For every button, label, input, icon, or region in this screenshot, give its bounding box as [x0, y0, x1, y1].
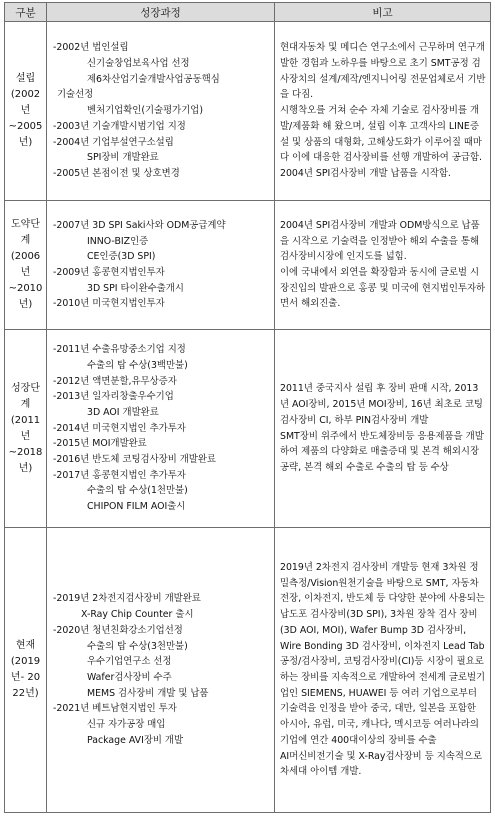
- note-cell: [275, 528, 491, 813]
- process-line: -2021년 베트남현지법인 투자: [53, 703, 177, 715]
- stage-label: 설립 (2002 년~2005 년): [8, 73, 43, 148]
- process-line: 신기술창업보육사업 선정: [87, 58, 190, 70]
- table-row: [5, 22, 491, 201]
- process-line: -2016년 반도체 코팅검사장비 개발완료: [53, 454, 216, 466]
- table-header-row: [5, 3, 491, 22]
- process-line: -2005년 본점이전 및 상호변경: [53, 167, 180, 179]
- process-line: -2011년 수출유망중소기업 지정: [53, 344, 186, 356]
- process-line: CHIPON FILM AOI출시: [87, 501, 186, 513]
- process-line: -2017년 홍콩현지법인 추가투자: [53, 469, 186, 481]
- process-line: 3D AOI 개발완료: [87, 406, 159, 418]
- process-line: -2012년 액면분할,유무상증자: [53, 375, 177, 387]
- process-line: 3D SPI 타이완수출개시: [87, 282, 184, 294]
- process-cell: [47, 201, 275, 330]
- process-line: -2014년 미국현지법인 추가투자: [53, 422, 186, 434]
- stage-label: 도약단 계 (2006 년~2010 년): [8, 219, 43, 310]
- process-line: -2010년 미국현지법인투자: [53, 298, 165, 310]
- process-line: Package AVI장비 개발: [87, 734, 184, 746]
- note-cell: [275, 201, 491, 330]
- process-line: -2003년 기술개발시범기업 지정: [53, 120, 186, 132]
- process-cell: [47, 22, 275, 201]
- process-line: 제6차산업기술개발사업공동핵심: [87, 73, 220, 85]
- table-row: [5, 201, 491, 330]
- process-line: 벤처기업확인(기술평가기업): [87, 105, 203, 117]
- table-body: [5, 22, 491, 813]
- note-paragraph: AI머신비전기술 및 X-Ray검사장비 등 지속적으로 차세대 아이템 개발.: [280, 750, 482, 778]
- stage-cell: [5, 330, 47, 528]
- process-cell: [47, 528, 275, 813]
- process-line: 우수기업연구소 선정: [87, 656, 172, 668]
- process-line: -2007년 3D SPI Saki사와 ODM공급계약: [53, 219, 226, 231]
- note-paragraph: 2019년 2차전지 검사장비 개발등 현재 3차원 정밀측정/Vision원천기술을 바탕으로 SMT, 자동차전장, 이차전지, 반도체 등 다양한 분야에 사용되는 납도포 검사장비(3D SPI), 3차원 장착 검사 장비(3D AOI, MOI), Wafer Bump 3D 검사장비, Wire Bonding 3D 검사장비, 이차전지 Lead Tab 공정/검사장비, 코팅검사장비(CI)등 시장이 필요로 하는 장비를 지속적으로 개발하여 전세계 글로벌기업인 SIEMENS, HUAWEI 등 여러 기업으로부터 기술력을 인정을 받아 중국, 대만, 일본을 포함한 아시아, 유럽, 미국, 캐나다, 멕시코등 여러나라의 기업에 연간 400대이상의 장비를 수출: [280, 562, 486, 746]
- header-stage: 구분: [5, 3, 47, 22]
- process-line: 기술선정: [57, 89, 94, 101]
- process-line: -2020년 청년친화강소기업선정: [53, 624, 183, 636]
- process-line: MEMS 검사장비 개발 및 납품: [87, 687, 209, 699]
- process-line: Wafer검사장비 수주: [87, 672, 172, 683]
- stage-cell: [5, 22, 47, 201]
- stage-label: 성장단 계 (2011 년~2018 년): [8, 382, 43, 474]
- stage-label: 현재 (2019 년- 20 22년): [10, 640, 41, 699]
- stage-cell: [5, 201, 47, 330]
- process-line: CE인증(3D SPI): [87, 251, 156, 263]
- process-line: X-Ray Chip Counter 출시: [81, 609, 194, 621]
- note-paragraph: 이에 국내에서 외연을 확장함과 동시에 글로벌 시장진입의 발판으로 홍콩 및 미국에 현지법인투자하면서 해외진출.: [280, 267, 486, 310]
- process-line: -2002년 법인설립: [53, 42, 129, 54]
- process-line: 수출의 탑 수상(3백만불): [87, 359, 188, 371]
- note-paragraph: 시행착오를 거쳐 순수 자체 기술로 검사장비를 개발/제품화 해 왔으며, 설립 이후 고객사의 LINE증설 및 상품의 대형화, 고해상도화가 이루어질 때마다 이에 대응한 검사장비를 선행 개발하여 공급함.: [280, 105, 482, 164]
- table-row: [5, 528, 491, 813]
- process-line: -2009년 홍콩현지법인투자: [53, 267, 165, 278]
- company-history-table-wrapper: [4, 2, 490, 813]
- process-line: INNO-BIZ인증: [87, 235, 149, 247]
- note-cell: [275, 330, 491, 528]
- note-paragraph: 2011년 중국지사 설립 후 장비 판매 시작, 2013년 AOI장비, 2015년 MOI장비, 16년 최초로 코팅검사장비 CI, 하부 PIN검사장비 개발: [280, 383, 483, 426]
- stage-cell: [5, 528, 47, 813]
- header-note: 비고: [275, 3, 491, 22]
- process-line: -2013년 일자리창출우수기업: [53, 391, 174, 403]
- table-row: [5, 330, 491, 528]
- process-line: 수출의 탑 수상(3천만불): [87, 640, 188, 652]
- note-paragraph: 현대자동차 및 메디슨 연구소에서 근무하며 연구개발한 경험과 노하우를 바탕으로 초기 SMT공정 검사장치의 설계/제작/엔지니어링 전문업체로서 기반을 다짐.: [280, 42, 486, 101]
- company-history-table: [4, 2, 491, 813]
- note-paragraph: 2004년 SPI검사장비 개발과 ODM방식으로 납품을 시작으로 기술력을 인정받아 해외 수출을 통해 검사장비시장에 인지도를 넓힘.: [280, 219, 480, 263]
- process-line: 수출의 탑 수상(1천만불): [87, 485, 188, 497]
- note-cell: [275, 22, 491, 201]
- note-paragraph: SMT장비 위주에서 반도체장비등 응용제품을 개발하여 제품의 다양화로 매출증대 및 본격 해외시장 공략, 본격 해외 수출로 수출의 탑 등 수상: [280, 430, 484, 473]
- header-process: 성장과정: [47, 3, 275, 22]
- process-line: 신규 자가공장 매입: [87, 719, 166, 731]
- process-line: -2004년 기업부설연구소설립: [53, 136, 174, 148]
- process-cell: [47, 330, 275, 528]
- note-paragraph: 2004년 SPI검사장비 개발 납품을 시작함.: [280, 167, 451, 179]
- process-line: SPI장비 개발완료: [87, 152, 159, 164]
- process-line: -2015년 MOI개발완료: [53, 438, 147, 450]
- process-line: -2019년 2차전지검사장비 개발완료: [53, 593, 201, 605]
